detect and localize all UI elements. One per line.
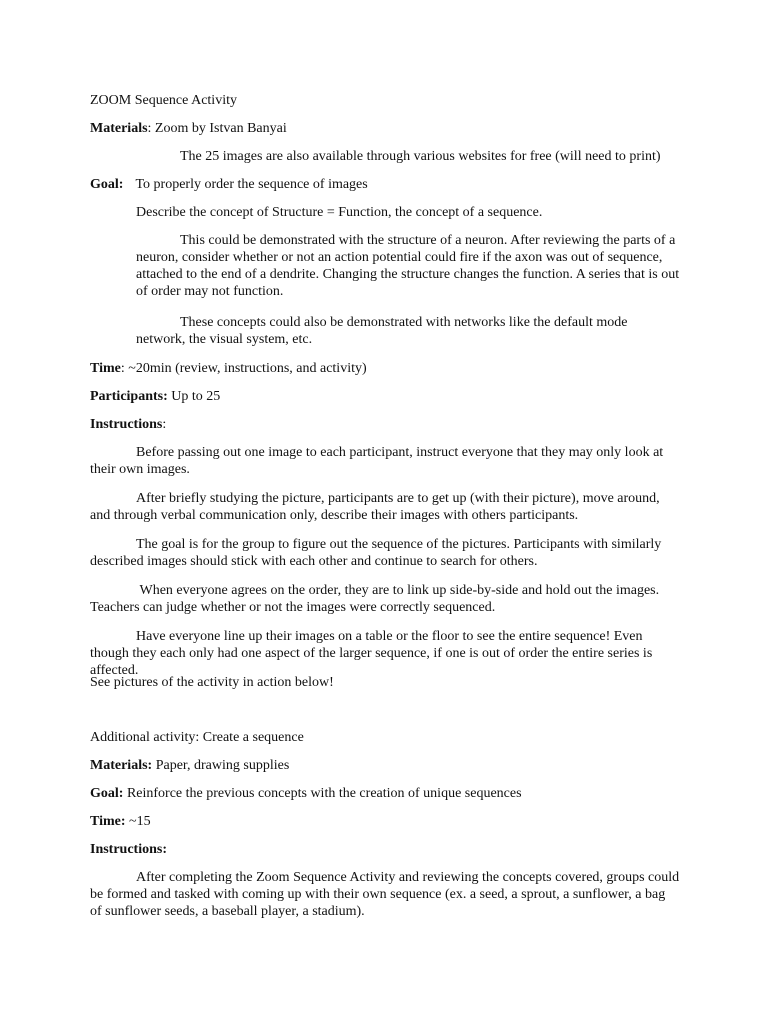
additional-activity-title: Additional activity: Create a sequence: [90, 730, 304, 745]
instructions2-heading: [90, 841, 167, 858]
images-note: The 25 images are also available through various websites for free (will need to print): [180, 149, 661, 164]
instructions-colon: :: [162, 417, 167, 432]
time-label: Time: [90, 361, 121, 376]
neuron-paragraph: This could be demonstrated with the structure of a neuron. After reviewing the parts of a neuron, consider whether or not an action potential could fire if the axon was out of sequence, attached to the end of a dendrite. Changing the structure changes the function. A series that is out of order may not function.: [136, 233, 680, 299]
time-value: : ~20min (review, instructions, and activity): [120, 361, 367, 376]
materials-line: [90, 120, 287, 137]
materials2-line: [90, 757, 289, 774]
materials-label: Materials: [90, 121, 148, 136]
networks-paragraph: These concepts could also be demonstrated with networks like the default mode network, the visual system, etc.: [136, 315, 628, 347]
instruction2-step-1: After completing the Zoom Sequence Activity and reviewing the concepts covered, groups could be formed and tasked with coming up with their own sequence (ex. a seed, a sprout, a sunflower, a bag of sunflower seeds, a baseball player, a stadium).: [90, 870, 680, 919]
instructions2-label: Instructions:: [90, 842, 168, 857]
instruction-step-5: Have everyone line up their images on a table or the floor to see the entire sequence! Even though they each only had one aspect of the larger sequence, if one is out of order the entire series is affected.: [90, 629, 653, 678]
goal-label: Goal:: [90, 177, 124, 192]
describe-concept: Describe the concept of Structure = Function, the concept of a sequence.: [136, 205, 543, 220]
time2-label: Time:: [90, 814, 126, 829]
materials2-label: Materials:: [90, 758, 153, 773]
time2-line: [90, 813, 151, 830]
instruction-step-3: The goal is for the group to figure out the sequence of the pictures. Participants with similarly described images should stick with each other and continue to search for others.: [90, 537, 662, 569]
instruction-step-2: After briefly studying the picture, participants are to get up (with their picture), move around, and through verbal communication only, describe their images with others participants.: [90, 491, 660, 523]
participants-label: Participants:: [90, 389, 168, 404]
goal2-label: Goal:: [90, 786, 124, 801]
materials-value: : Zoom by Istvan Banyai: [147, 121, 287, 136]
document-title: ZOOM Sequence Activity: [90, 93, 237, 108]
goal2-line: [90, 785, 522, 802]
instructions-heading: [90, 416, 166, 433]
materials2-value: Paper, drawing supplies: [152, 758, 290, 773]
goal-line: [90, 176, 368, 193]
participants-value: Up to 25: [167, 389, 221, 404]
time2-value: ~15: [125, 814, 151, 829]
goal2-value: Reinforce the previous concepts with the creation of unique sequences: [123, 786, 522, 801]
time-line: [90, 360, 367, 377]
instruction-step-4: When everyone agrees on the order, they are to link up side-by-side and hold out the images. Teachers can judge whether or not the images were correctly sequenced.: [90, 583, 663, 615]
goal-value: To properly order the sequence of images: [135, 177, 368, 192]
participants-line: [90, 388, 220, 405]
instructions-label: Instructions: [90, 417, 163, 432]
instruction-step-1: Before passing out one image to each participant, instruct everyone that they may only look at their own images.: [90, 445, 664, 477]
see-pictures-note: See pictures of the activity in action below!: [90, 675, 334, 690]
